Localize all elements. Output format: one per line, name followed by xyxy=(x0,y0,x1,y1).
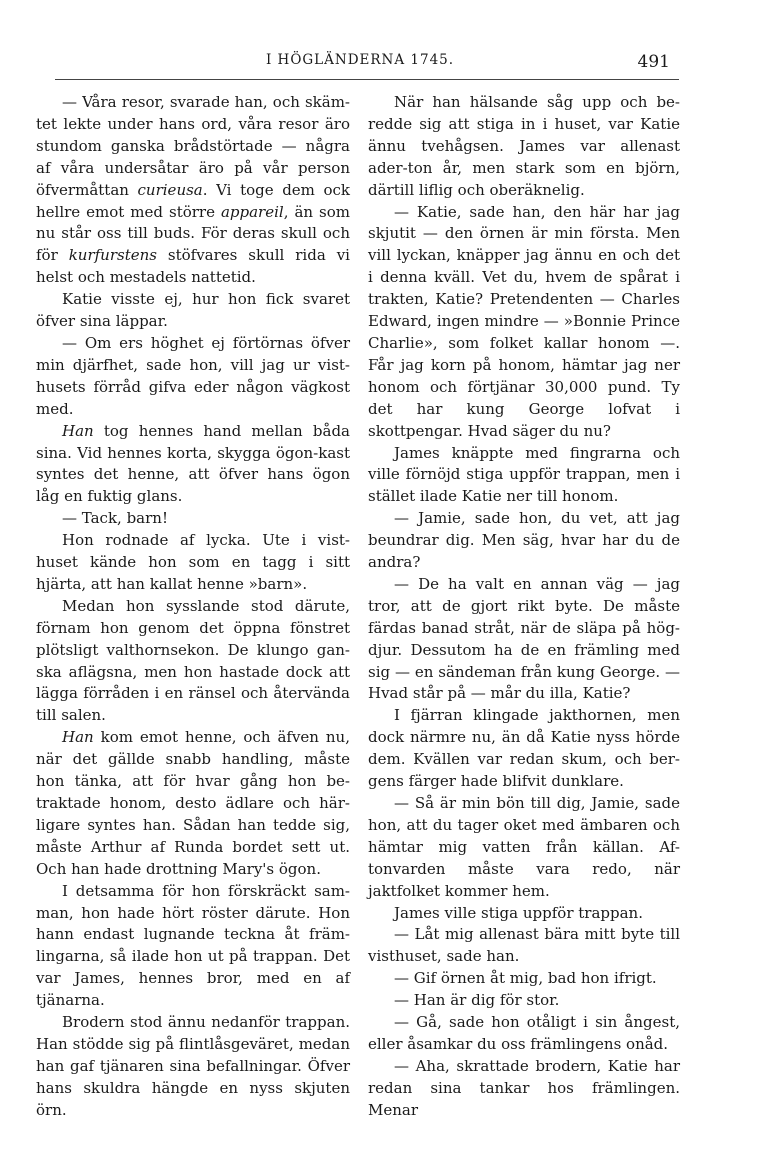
paragraph: Medan hon sysslande stod därute, förnam hon genom det öppna fönstret plötsligt valthornsekon. De klungo gan-ska aflägsna, men hon hastade dock att lägga förråden i en ränsel och återvända till salen. xyxy=(36,596,350,725)
paragraph: James knäppte med fingrarna och ville förnöjd stiga uppför trappan, men i stället ilade Katie ner till honom. xyxy=(368,443,680,506)
paragraph: I fjärran klingade jakthornen, men dock närmre nu, än då Katie nyss hörde dem. Kvällen var redan skum, och ber-gens färger hade blifvit dunklare. xyxy=(368,706,680,791)
paragraph: Han tog hennes hand mellan båda sina. Vid hennes korta, skygga ögon-kast syntes det henne, att öfver hans ögon låg en fuktig glans. xyxy=(36,421,350,506)
paragraph: — Han är dig för stor. xyxy=(394,991,560,1010)
right-column xyxy=(368,92,680,1122)
paragraph: — Aha, skrattade brodern, Katie har redan sina tankar hos främlingen. Menar xyxy=(368,1056,680,1119)
paragraph: James ville stiga uppför trappan. xyxy=(394,903,643,922)
paragraph: När han hälsande såg upp och be-redde sig att stiga in i huset, var Katie ännu tvehågsen. James var allenast ader-ton år, men stark som en björn, därtill liflig och oberäknelig. xyxy=(368,93,680,199)
paragraph: — Gif örnen åt mig, bad hon ifrigt. xyxy=(394,969,657,988)
paragraph: Han kom emot henne, och äfven nu, när det gällde snabb handling, måste hon tänka, att för hvar gång hon be-traktade honom, desto ädlare och här-ligare syntes han. Sådan han tedde sig, måste Arthur af Runda bordet sett ut. Och han hade drottning Mary's ögon. xyxy=(36,728,350,878)
running-header-title: I HÖGLÄNDERNA 1745. xyxy=(265,52,455,68)
left-column xyxy=(36,92,350,1122)
paragraph: — Våra resor, svarade han, och skäm-tet lekte under hans ord, våra resor äro stundom ganska brådstörtade — några af våra undersåtar äro på vår person öfvermåttan curieusa. Vi toge dem ock hellre emot med större appareil, än som nu står oss till buds. För deras skull och för kurfurstens stöfvares skull rida vi helst och mestadels nattetid. xyxy=(36,93,351,287)
paragraph: — Tack, barn! xyxy=(62,509,168,528)
paragraph: — Om ers höghet ej förtörnas öfver min djärfhet, sade hon, vill jag ur vist-husets förråd gifva eder någon vägkost med. xyxy=(36,333,350,418)
header-rule xyxy=(55,79,679,80)
paragraph: — Låt mig allenast bära mitt byte till visthuset, sade han. xyxy=(368,925,680,966)
paragraph: Hon rodnade af lycka. Ute i vist-huset kände hon som en tagg i sitt hjärta, att han kallat henne »barn». xyxy=(36,531,350,593)
paragraph: Katie visste ej, hur hon fick svaret öfver sina läppar. xyxy=(36,290,350,331)
paragraph: Brodern stod ännu nedanför trappan. Han stödde sig på flintlåsgeväret, medan han gaf tjänaren sina befallningar. Öfver hans skuldra hängde en nyss skjuten örn. xyxy=(36,1013,350,1119)
paragraph: — Gå, sade hon otåligt i sin ångest, eller åsamkar du oss främlingens onåd. xyxy=(368,1013,680,1053)
paragraph: — Katie, sade han, den här har jag skjutit — den örnen är min första. Men vill lyckan, knäpper jag ännu en och det i denna kväll. Vet du, hvem de spårat i trakten, Katie? Pretendenten — Charles Edward, ingen mindre — »Bonnie Prince Charlie», som folket kallar honom —. Får jag korn på honom, hämtar jag ner honom och förtjänar 30,000 pund. Ty det har kung George lofvat i skottpengar. Hvad säger du nu? xyxy=(368,202,680,440)
page-number: 491 xyxy=(637,52,670,72)
paragraph: — Så är min bön till dig, Jamie, sade hon, att du tager oket med ämbaren och hämtar mig vatten från källan. Af-tonvarden måste vara redo, när jaktfolket kommer hem. xyxy=(368,794,680,900)
paragraph: — Jamie, sade hon, du vet, att jag beundrar dig. Men säg, hvar har du de andra? xyxy=(368,509,680,572)
paragraph: — De ha valt en annan väg — jag tror, att de gjort rikt byte. De måste färdas banad stråt, när de släpa på hög-djur. Dessutom ha de en främling med sig — en sändeman från kung George. — Hvad står på — mår du illa, Katie? xyxy=(368,574,680,703)
paragraph: I detsamma för hon förskräckt sam-man, hon hade hört röster därute. Hon hann endast lugnande teckna åt främ-lingarna, så ilade hon ut på trappan. Det var James, hennes bror, med en af tjänarna. xyxy=(36,881,350,1010)
